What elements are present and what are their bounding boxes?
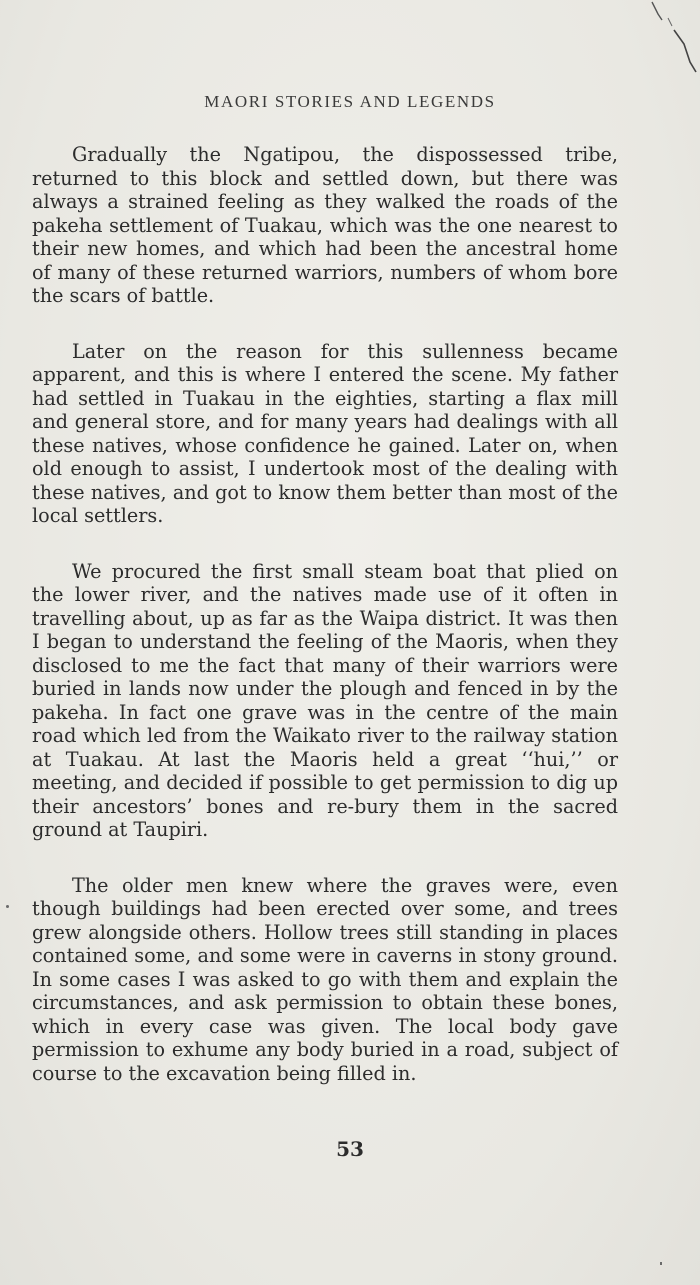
page-number: 53 — [336, 1137, 364, 1161]
paragraph-4: The older men knew where the graves were, even though buildings had been erected over some, and trees grew alongside others. Hollow trees still standing in places contained some, and some were in caverns in stony ground. In some cases I was asked to go with them and explain the circumstances, and ask permission to obtain these bones, which in every case was given. The local body gave permission to exhume any body buried in a road, subject of course to the excavation being filled in. — [32, 873, 618, 1085]
body-text — [32, 143, 618, 1117]
margin-speck — [6, 905, 9, 908]
paragraph-3: We procured the first small steam boat that plied on the lower river, and the natives made use of it often in travelling about, up as far as the Waipa district. It was then I began to understand the feeling of the Maoris, when they disclosed to me the fact that many of their warriors were buried in lands now under the plough and fenced in by the pakeha. In fact one grave was in the centre of the main road which led from the Waikato river to the railway station at Tuakau. At last the Maoris held a great ‘‘hui,’’ or meeting, and decided if possible to get permission to dig up their ancestors’ bones and re-bury them in the sacred ground at Taupiri. — [32, 559, 618, 841]
paragraph-2: Later on the reason for this sullenness became apparent, and this is where I entered the scene. My father had settled in Tuakau in the eighties, starting a flax mill and general store, and for many years had dealings with all these natives, whose confidence he gained. Later on, when old enough to assist, I undertook most of the dealing with these natives, and got to know them better than most of the local settlers. — [32, 339, 618, 527]
margin-speck — [660, 1262, 662, 1265]
running-head: MAORI STORIES AND LEGENDS — [204, 92, 496, 111]
paragraph-1: Gradually the Ngatipou, the dispossessed tribe, returned to this block and settled down, but there was always a strained feeling as they walked the roads of the pakeha settlement of Tuakau, which was the one nearest to their new homes, and which had been the ancestral home of many of these returned warriors, numbers of whom bore the scars of battle. — [32, 143, 618, 307]
page-corner-fold-mark — [640, 0, 700, 80]
